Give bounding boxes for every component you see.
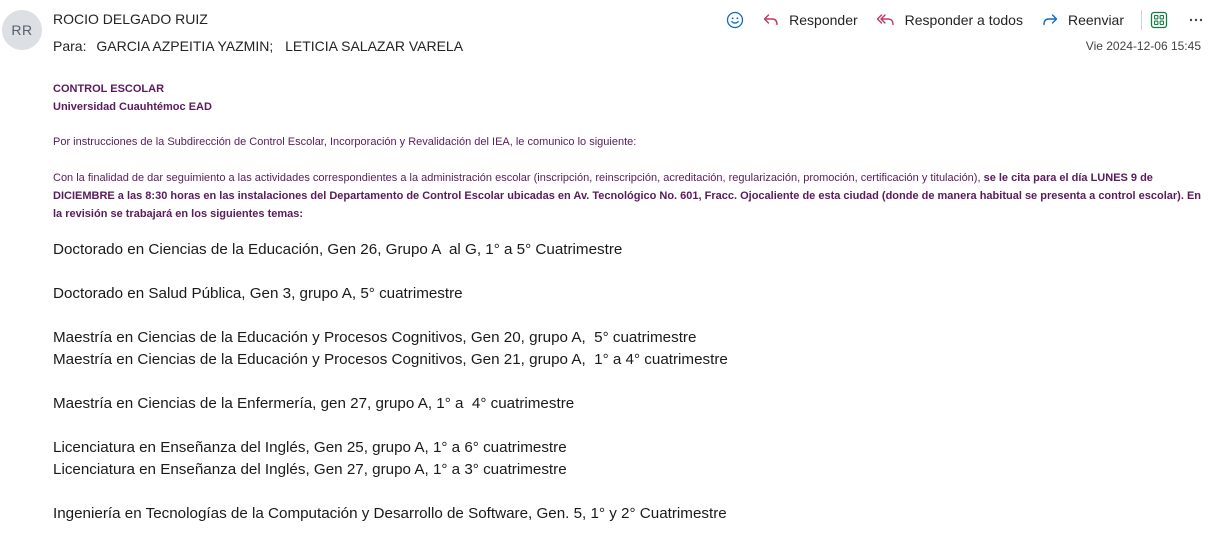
- reply-icon: [762, 12, 780, 28]
- notice-paragraph: [53, 169, 1203, 223]
- program-item: Ingeniería en Tecnologías de la Computación y Desarrollo de Software, Gen. 5, 1° y 2° Cuatrimestre: [53, 505, 727, 522]
- message-body: [53, 80, 1203, 547]
- more-actions-button[interactable]: [1188, 8, 1204, 32]
- to-label: Para:: [53, 38, 87, 54]
- reply-button[interactable]: [762, 8, 858, 32]
- program-group: [53, 393, 1203, 415]
- program-list: [53, 239, 1203, 525]
- sent-timestamp: Vie 2024-12-06 15:45: [1085, 39, 1201, 53]
- org-line-1: CONTROL ESCOLAR: [53, 83, 165, 95]
- program-group: [53, 327, 1203, 371]
- reply-label: Responder: [789, 12, 858, 28]
- program-item: Licenciatura en Enseñanza del Inglés, Gen 25, grupo A, 1° a 6° cuatrimestre: [53, 439, 567, 456]
- notice-plain-text: Con la finalidad de dar seguimiento a las actividades correspondientes a la administración escolar (inscripción, reinscripción, acreditación, regularización, promoción, certificación y titulación),: [53, 172, 984, 184]
- message-toolbar: [726, 8, 1204, 32]
- forward-label: Reenviar: [1067, 12, 1124, 28]
- avatar[interactable]: RR: [2, 10, 42, 50]
- program-group: [53, 283, 1203, 305]
- forward-button[interactable]: [1041, 8, 1124, 32]
- reply-all-button[interactable]: [876, 8, 1023, 32]
- program-item: Maestría en Ciencias de la Educación y Procesos Cognitivos, Gen 20, grupo A, 5° cuatrimestre: [53, 329, 697, 346]
- reply-all-icon: [876, 12, 896, 28]
- program-item: Maestría en Ciencias de la Educación y Procesos Cognitivos, Gen 21, grupo A, 1° a 4° cuatrimestre: [53, 351, 728, 368]
- intro-paragraph: Por instrucciones de la Subdirección de Control Escolar, Incorporación y Revalidación del IEA, le comunico lo siguiente:: [53, 136, 637, 148]
- org-line-2: Universidad Cuauhtémoc EAD: [53, 101, 212, 113]
- forward-icon: [1041, 12, 1059, 28]
- program-item: Doctorado en Ciencias de la Educación, Gen 26, Grupo A al G, 1° a 5° Cuatrimestre: [53, 241, 623, 258]
- recipients-line: [53, 38, 463, 54]
- more-icon: [1188, 12, 1204, 28]
- smiley-icon: [726, 11, 744, 29]
- program-group: [53, 503, 1203, 525]
- sender-name[interactable]: ROCIO DELGADO RUIZ: [53, 11, 208, 27]
- toolbar-divider: [1141, 10, 1142, 30]
- apps-icon: [1150, 11, 1168, 29]
- reply-all-label: Responder a todos: [904, 12, 1023, 28]
- notice-bold-text: se le cita para el día LUNES 9 de DICIEMBRE a las 8:30 horas en las instalaciones del Departamento de Control Escolar ubicadas en Av. Tecnológico No. 601, Fracc. Ojocaliente de esta ciudad (donde de manera habitual se presenta a control escolar). En la revisión se trabajará en los siguientes temas:: [53, 172, 1202, 220]
- recipient[interactable]: LETICIA SALAZAR VARELA: [285, 38, 464, 54]
- program-item: Doctorado en Salud Pública, Gen 3, grupo A, 5° cuatrimestre: [53, 285, 463, 302]
- organization-heading: [53, 80, 1203, 116]
- reaction-button[interactable]: [726, 8, 744, 32]
- apps-button[interactable]: [1150, 8, 1168, 32]
- recipient[interactable]: GARCIA AZPEITIA YAZMIN;: [96, 38, 274, 54]
- program-item: Licenciatura en Enseñanza del Inglés, Gen 27, grupo A, 1° a 3° cuatrimestre: [53, 461, 567, 478]
- program-item: Maestría en Ciencias de la Enfermería, gen 27, grupo A, 1° a 4° cuatrimestre: [53, 395, 575, 412]
- program-group: [53, 239, 1203, 261]
- program-group: [53, 437, 1203, 481]
